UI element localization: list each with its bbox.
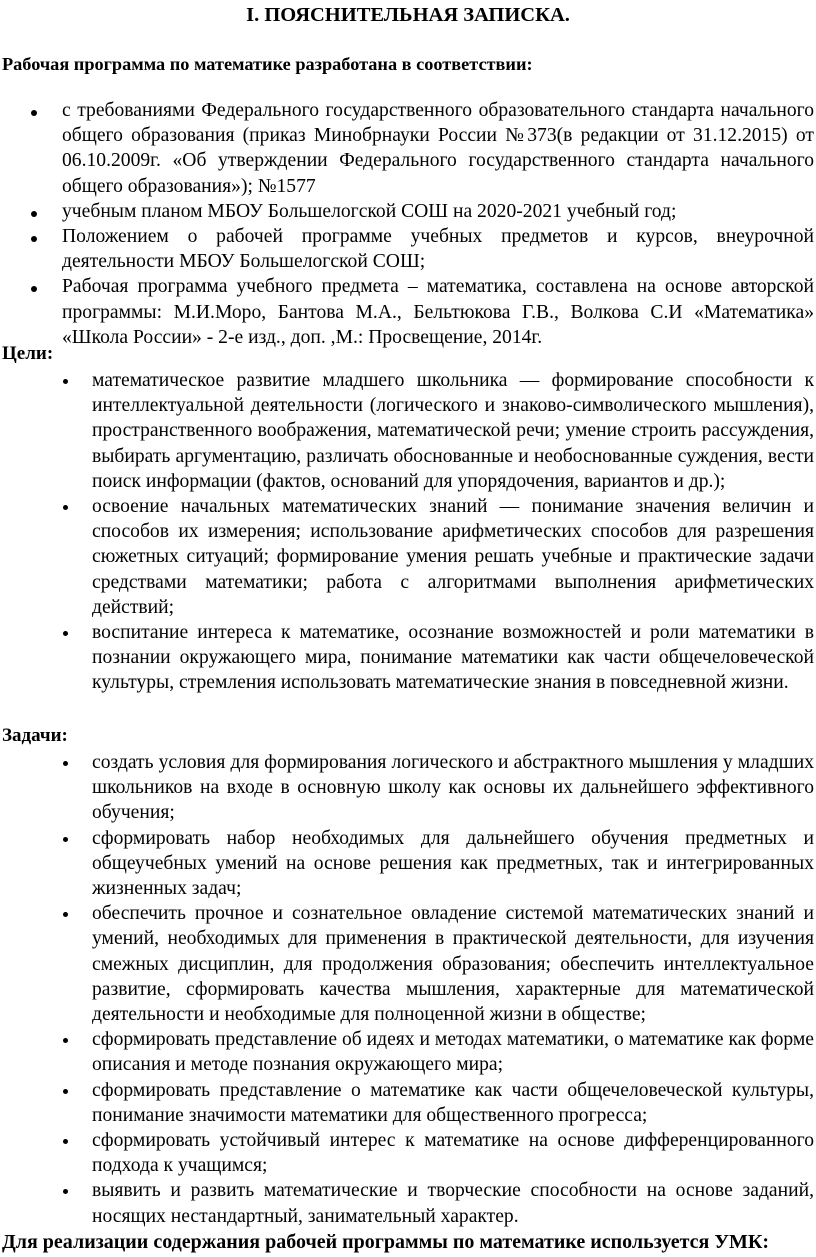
bullet-icon [63,912,68,917]
list-item-text: Рабочая программа учебного предмета – математика, составлена на основе авторской программы: М.И.Моро, Бантова М.А., Бельтюкова Г.В., Волкова С.И «Математика» «Школа России» - 2-е изд., доп. ,М.: Просвещение, 2014г. [62,276,814,348]
list-item-text: сформировать набор необходимых для дальнейшего обучения предметных и общеучебных умений на основе решения как предметных, так и интегрированных жизненных задач; [92,827,814,900]
bullet-icon [63,1139,68,1144]
bullet-icon [63,505,68,510]
bullet-icon [63,1189,68,1194]
list-item [92,901,814,1027]
list-item-text: обеспечить прочное и сознательное овладение системой математических знаний и умений, необходимых для применения в практической деятельности, для изучения смежных дисциплин, для продолжения образования; обеспечить интеллектуальное развитие, сформировать качества мышления, характерные для математической деятельности и необходимые для полноценной жизни в обществе; [92,903,814,1026]
tasks-heading: Задачи: [2,725,68,746]
list-item-text: с требованиями Федерального государственного образовательного стандарта начального общего образования (приказ Минобрнауки России №373(в редакции от 31.12.2015) от 06.10.2009г. «Об утверждении Федерального государственного стандарта начального общего образования»); №1577 [62,100,814,197]
bullet-icon [31,286,37,292]
list-item-text: выявить и развить математические и творческие способности на основе заданий, носящих нестандартный, занимательный характер. [92,1180,814,1227]
bullet-icon [31,236,37,242]
list-item-text: учебным планом МБОУ Большелогской СОШ на 2020-2021 учебный год; [62,200,677,222]
intro-paragraph: Рабочая программа по математике разработана в соответствии: [2,54,533,74]
list-item [92,1178,814,1228]
list-item [92,494,814,620]
list-item-text: сформировать представление об идеях и методах математики, о математике как форме описания и методе познания окружающего мира; [92,1029,814,1076]
list-item [62,98,814,199]
list-item-text: сформировать устойчивый интерес к математике на основе дифференцированного подхода к учащимся; [92,1130,814,1177]
list-item-text: математическое развитие младшего школьника — формирование способности к интеллектуальной деятельности (логического и знаково-символического мышления), пространственного воображения, математической речи; умение строить рассуждения, выбирать аргументацию, различать обоснованные и необоснованные суждения, вести поиск информации (фактов, оснований для упорядочения, вариантов и др.); [92,370,814,492]
bullet-icon [63,1038,68,1043]
list-item [92,368,814,494]
goals-heading: Цели: [2,343,54,364]
list-item [92,1128,814,1178]
tasks-list [92,750,814,1229]
list-item [92,620,814,696]
list-item [92,1027,814,1077]
list-item-text: освоение начальных математических знаний — понимание значения величин и способов их измерения; использование арифметических способов для разрешения сюжетных ситуаций; формирование умения решать учебные и практические задачи средствами математики; работа с алгоритмами выполнения арифметических действий; [92,496,814,618]
goals-list [92,368,814,696]
bullet-icon [63,631,68,636]
list-item [62,224,814,274]
bullet-icon [63,1089,68,1094]
bullet-icon [63,379,68,384]
page-title: I. ПОЯСНИТЕЛЬНАЯ ЗАПИСКА. [246,4,570,26]
list-item [62,199,814,224]
umk-heading: Для реализации содержания рабочей программы по математике используется УМК: [2,1231,770,1253]
bullet-icon [63,761,68,766]
list-item-text: создать условия для формирования логического и абстрактного мышления у младших школьников на входе в основную школу как основы их дальнейшего эффективного обучения; [92,752,814,824]
list-item [62,274,814,350]
bullet-icon [31,211,37,217]
list-item-text: Положением о рабочей программе учебных предметов и курсов, внеурочной деятельности МБОУ Большелогской СОШ; [62,226,814,273]
bullet-icon [63,837,68,842]
list-item [92,1078,814,1128]
list-item [92,750,814,826]
basis-list [62,98,814,350]
list-item-text: сформировать представление о математике как части общечеловеческой культуры, понимание значимости математики для общественного прогресса; [92,1079,814,1126]
bullet-icon [31,110,37,116]
list-item-text: воспитание интереса к математике, осознание возможностей и роли математики в познании окружающего мира, понимание математики как части общечеловеческой культуры, стремления использовать математические знания в повседневной жизни. [92,622,814,694]
list-item [92,826,814,902]
